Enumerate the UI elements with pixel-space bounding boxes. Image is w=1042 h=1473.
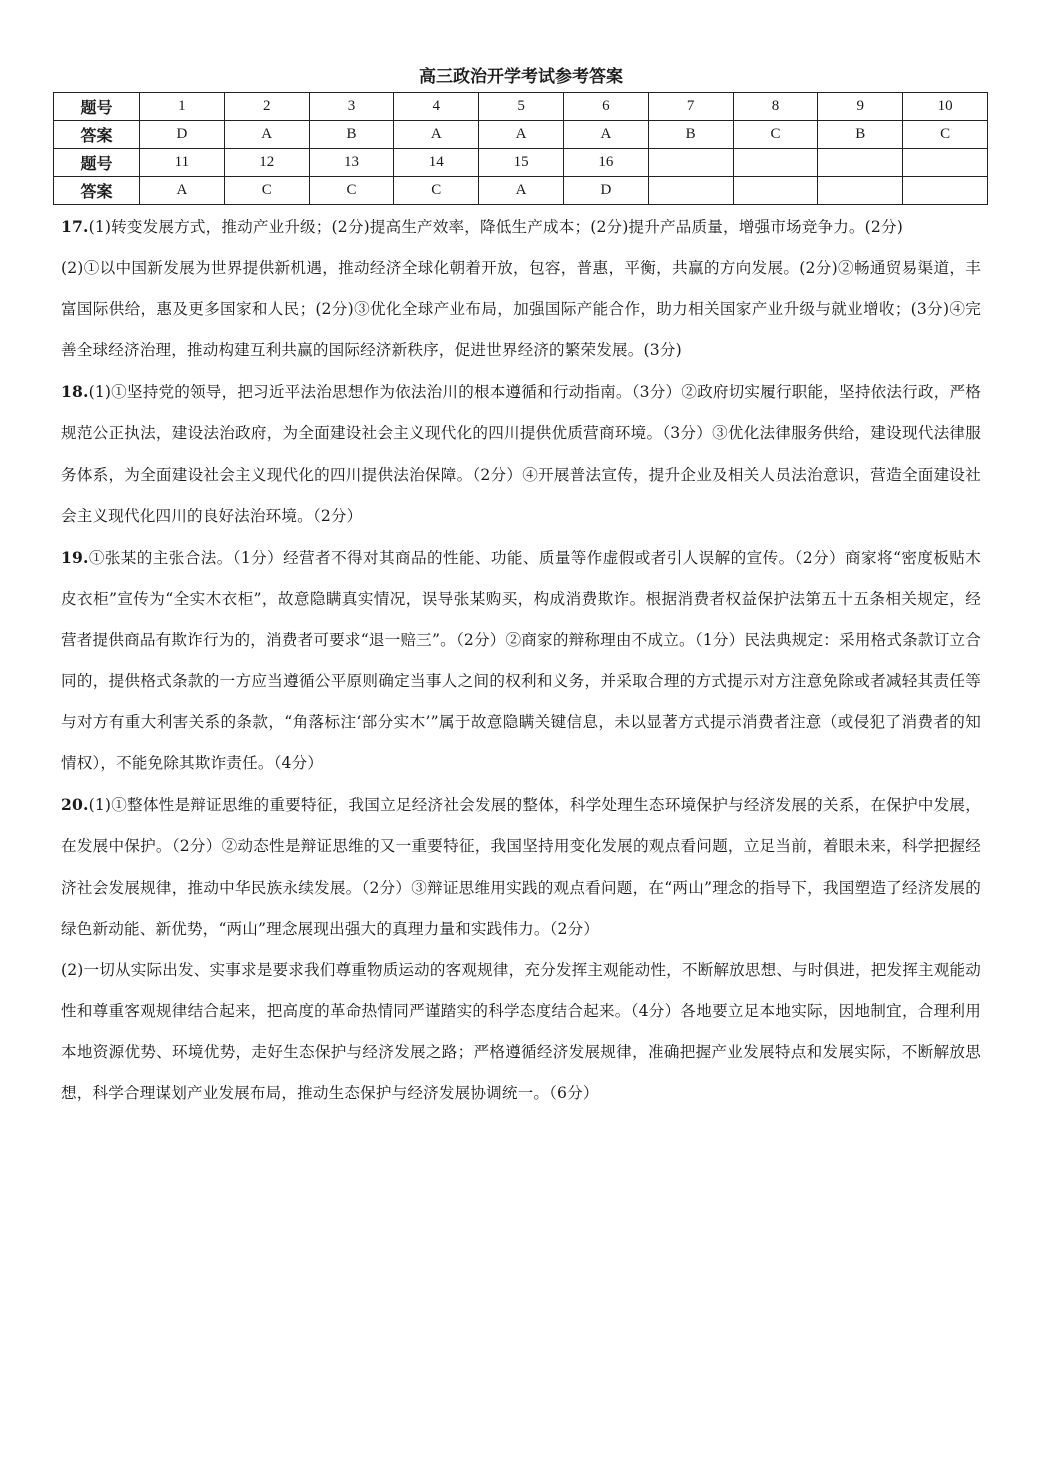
table-cell: C <box>394 177 479 205</box>
table-cell: 10 <box>903 93 988 121</box>
table-cell: A <box>479 121 564 149</box>
table-cell: 14 <box>394 149 479 177</box>
answer-text: (2)①以中国新发展为世界提供新机遇，推动经济全球化朝着开放，包容，普惠，平衡，共赢的方向发展。(2分)②畅通贸易渠道，丰富国际供给，惠及更多国家和人民；(2分)③优化全球产业布局，加强国际产能合作，助力相关国家产业升级与就业增收；(3分)④完善全球经济治理，推动构建互利共赢的国际经济新秩序，促进世界经济的繁荣发展。(3分) <box>61 259 981 360</box>
answer-text: (2)一切从实际出发、实事求是要求我们尊重物质运动的客观规律，充分发挥主观能动性，不断解放思想、与时俱进，把发挥主观能动性和尊重客观规律结合起来，把高度的革命热情同严谨踏实的科学态度结合起来。（4分）各地要立足本地实际，因地制宜，合理利用本地资源优势、环境优势，走好生态保护与经济发展之路；严格遵循经济发展规律，准确把握产业发展特点和发展实际，不断解放思想，科学合理谋划产业发展布局，推动生态保护与经济发展协调统一。（6分） <box>61 960 981 1102</box>
table-cell: C <box>309 177 394 205</box>
table-cell: B <box>309 121 394 149</box>
table-cell: 2 <box>224 93 309 121</box>
table-cell: A <box>140 177 225 205</box>
table-cell <box>903 177 988 205</box>
table-cell: 13 <box>309 149 394 177</box>
table-cell: 6 <box>563 93 648 121</box>
answer-paragraph <box>61 950 981 1114</box>
table-cell: 7 <box>648 93 733 121</box>
page-title: 高三政治开学考试参考答案 <box>419 67 623 87</box>
table-cell <box>903 149 988 177</box>
table-cell: C <box>903 121 988 149</box>
table-cell: 5 <box>479 93 564 121</box>
table-row <box>54 93 988 121</box>
table-cell <box>648 177 733 205</box>
table-cell: 8 <box>733 93 818 121</box>
table-cell: A <box>479 177 564 205</box>
table-cell <box>733 149 818 177</box>
table-cell: 4 <box>394 93 479 121</box>
table-cell: C <box>224 177 309 205</box>
answer-explanations <box>61 206 981 1114</box>
table-cell: 3 <box>309 93 394 121</box>
table-cell: 15 <box>479 149 564 177</box>
table-cell: 9 <box>818 93 903 121</box>
question-number: 17. <box>61 217 89 236</box>
answer-paragraph <box>61 248 981 371</box>
table-cell: A <box>394 121 479 149</box>
table-cell: D <box>140 121 225 149</box>
row-header: 答案 <box>54 121 140 149</box>
table-cell: 16 <box>563 149 648 177</box>
table-cell <box>648 149 733 177</box>
table-cell: A <box>563 121 648 149</box>
table-cell: B <box>648 121 733 149</box>
answer-text: (1)转变发展方式，推动产业升级；(2分)提高生产效率，降低生产成本；(2分)提升产品质量，增强市场竞争力。(2分) <box>88 218 903 236</box>
table-row <box>54 121 988 149</box>
table-cell: A <box>224 121 309 149</box>
answer-paragraph <box>61 206 981 248</box>
question-number: 20. <box>61 795 89 815</box>
row-header: 答案 <box>54 177 140 205</box>
table-cell <box>733 177 818 205</box>
table-cell: 11 <box>140 149 225 177</box>
table-cell: B <box>818 121 903 149</box>
table-cell: D <box>563 177 648 205</box>
table-cell: 1 <box>140 93 225 121</box>
answer-table <box>53 92 988 205</box>
question-number: 19. <box>61 547 89 567</box>
answer-paragraph <box>61 537 981 785</box>
table-cell <box>818 177 903 205</box>
row-header: 题号 <box>54 93 140 121</box>
answer-text: (1)①坚持党的领导，把习近平法治思想作为依法治川的根本遵循和行动指南。（3分）②政府切实履行职能，坚持依法行政，严格规范公正执法，建设法治政府，为全面建设社会主义现代化的四川提供优质营商环境。（3分）③优化法律服务供给，建设现代法律服务体系，为全面建设社会主义现代化的四川提供法治保障。（2分）④开展普法宣传，提升企业及相关人员法治意识，营造全面建设社会主义现代化四川的良好法治环境。（2分） <box>61 383 981 525</box>
table-cell <box>818 149 903 177</box>
table-cell: 12 <box>224 149 309 177</box>
answer-paragraph <box>61 784 981 949</box>
row-header: 题号 <box>54 149 140 177</box>
table-row <box>54 149 988 177</box>
table-row <box>54 177 988 205</box>
answer-text: (1)①整体性是辩证思维的重要特征，我国立足经济社会发展的整体，科学处理生态环境保护与经济发展的关系，在保护中发展，在发展中保护。（2分）②动态性是辩证思维的又一重要特征，我国坚持用变化发展的观点看问题，立足当前，着眼未来，科学把握经济社会发展规律，推动中华民族永续发展。（2分）③辩证思维用实践的观点看问题，在“两山”理念的指导下，我国塑造了经济发展的绿色新动能、新优势，“两山”理念展现出强大的真理力量和实践伟力。（2分） <box>61 796 981 938</box>
answer-paragraph <box>61 371 981 536</box>
answer-text: ①张某的主张合法。（1分）经营者不得对其商品的性能、功能、质量等作虚假或者引人误解的宣传。（2分）商家将“密度板贴木皮衣柜”宣传为“全实木衣柜”，故意隐瞒真实情况，误导张某购买，构成消费欺诈。根据消费者权益保护法第五十五条相关规定，经营者提供商品有欺诈行为的，消费者可要求“退一赔三”。（2分）②商家的辩称理由不成立。（1分）民法典规定：采用格式条款订立合同的，提供格式条款的一方应当遵循公平原则确定当事人之间的权利和义务，并采取合理的方式提示对方注意免除或者减轻其责任等与对方有重大利害关系的条款，“角落标注‘部分实木’”属于故意隐瞒关键信息，未以显著方式提示消费者注意（或侵犯了消费者的知情权），不能免除其欺诈责任。（4分） <box>61 548 981 773</box>
question-number: 18. <box>61 382 89 402</box>
table-cell: C <box>733 121 818 149</box>
